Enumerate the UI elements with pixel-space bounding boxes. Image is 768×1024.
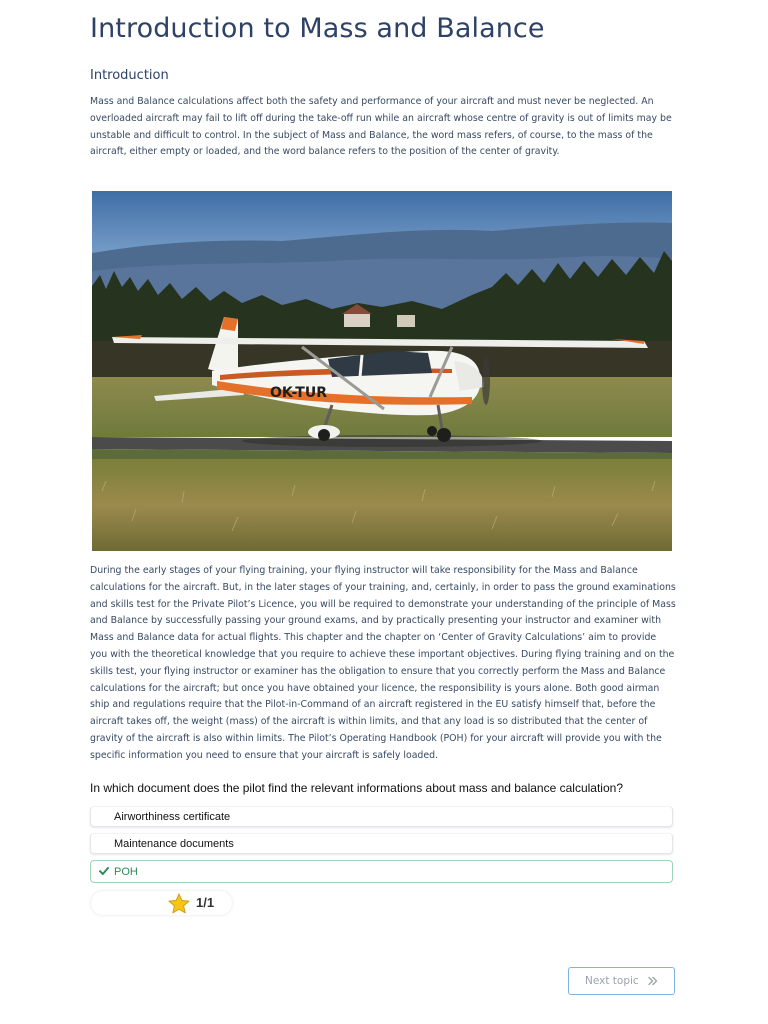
star-icon	[168, 893, 190, 914]
answer-option-maintenance-documents[interactable]	[90, 833, 673, 854]
answer-label: POH	[114, 866, 138, 878]
answer-label: Maintenance documents	[114, 838, 234, 850]
answer-option-airworthiness-certificate[interactable]	[90, 806, 673, 827]
score-value: 1/1	[196, 895, 215, 910]
next-topic-button[interactable]	[568, 967, 675, 995]
aircraft-registration: OK-TUR	[270, 385, 327, 401]
section-heading: Introduction	[90, 68, 169, 83]
score-badge	[91, 891, 232, 915]
aircraft-photo	[92, 191, 672, 551]
answer-option-poh[interactable]	[90, 860, 673, 883]
intro-paragraph: Mass and Balance calculations affect both the safety and performance of your aircraft and must never be neglected. An overloaded aircraft may fail to lift off during the take-off run while an aircraft whose centre of gravity is out of limits may be unstable and difficult to control. In the subject of Mass and Balance, the word mass refers, of course, to the mass of the aircraft, either empty or loaded, and the word balance refers to the position of the center of gravity.	[90, 96, 672, 158]
check-icon	[99, 866, 109, 876]
double-chevron-right-icon	[648, 976, 658, 986]
quiz-question: In which document does the pilot find the relevant informations about mass and balance calculation?	[90, 781, 623, 795]
answer-label: Airworthiness certificate	[114, 811, 231, 823]
aircraft-photo-illustration	[92, 191, 672, 551]
training-paragraph: During the early stages of your flying training, your flying instructor will take responsibility for the Mass and Balance calculations for the aircraft. But, in the later stages of your training, and, certainly, in order to pass the ground examinations and skills test for the Private Pilot’s Licence, you will be required to demonstrate your understanding of the principle of Mass and Balance by successfully passing your ground exams, and by practically presenting your instructor and examiner with Mass and Balance data for actual flights. This chapter and the chapter on ‘Center of Gravity Calculations’ aim to provide you with the theoretical knowledge that you require to achieve these important objectives. During flying training and on the skills test, your flying instructor or examiner has the obligation to ensure that you correctly perform the Mass and Balance calculations for the aircraft; but once you have obtained your licence, the responsibility is yours alone. Both good airman ship and regulations require that the Pilot-in-Command of an aircraft registered in the EU satisfy himself that, before the aircraft takes off, the weight (mass) of the aircraft is within limits, and that any load is so distributed that the center of gravity of the aircraft is also within limits. The Pilot’s Operating Handbook (POH) for your aircraft will provide you with the specific information you need to ensure that your aircraft is safely loaded.	[90, 565, 676, 761]
next-topic-label: Next topic	[585, 975, 639, 987]
page-title: Introduction to Mass and Balance	[90, 13, 545, 44]
